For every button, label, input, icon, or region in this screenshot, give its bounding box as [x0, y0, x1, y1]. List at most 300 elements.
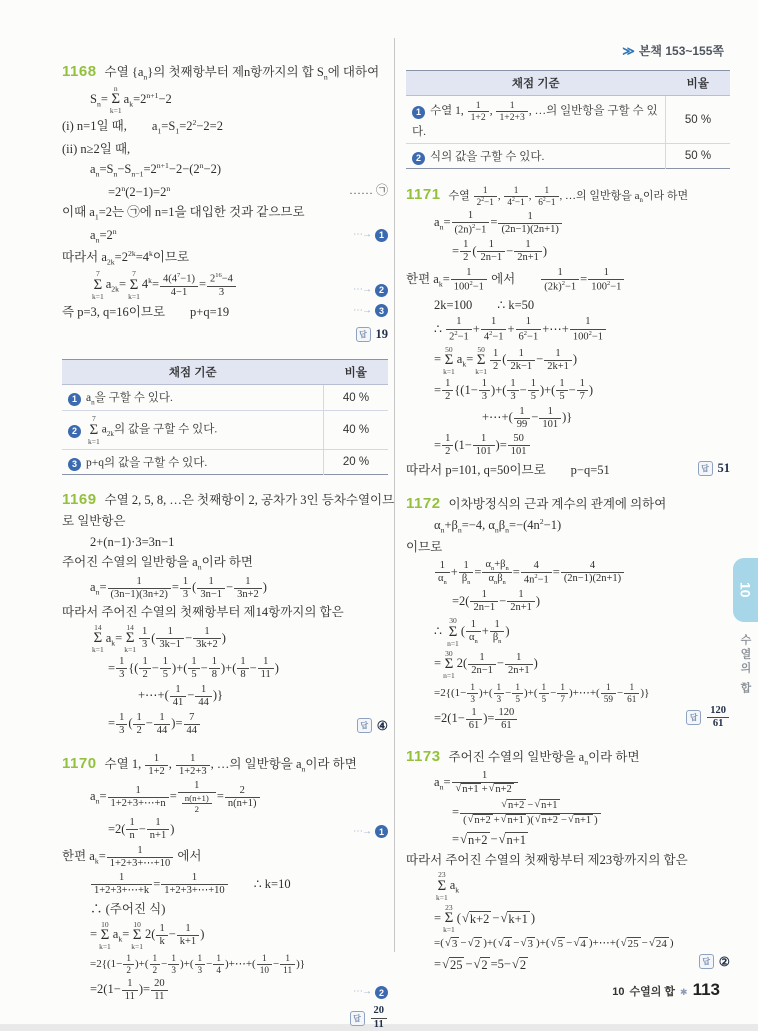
fraction — [512, 682, 523, 704]
problem-number: 1168 — [62, 62, 97, 80]
subscript: 2k — [106, 430, 114, 439]
denominator: 2k+1 — [547, 361, 569, 373]
table-header-row — [62, 360, 388, 385]
denominator: 101 — [510, 446, 527, 458]
numerator: 1 — [193, 626, 221, 639]
numerator: $4(4^7-1)$ — [160, 272, 198, 287]
numerator: 1 — [156, 626, 184, 639]
fraction — [195, 684, 212, 709]
superscript: 7 — [177, 272, 181, 280]
math-line-text: 2+(n−1)·3=3n−1 — [90, 534, 175, 549]
fraction — [126, 817, 137, 842]
fraction — [133, 712, 144, 737]
fraction — [145, 753, 167, 778]
numerator: 120 — [495, 707, 517, 720]
numerator: 1 — [473, 433, 495, 446]
math-line — [406, 704, 730, 732]
criteria-cell: 1 $a_n$을 구할 수 있다. — [62, 385, 324, 411]
radical-icon: √ — [620, 936, 627, 949]
subscript: n — [96, 99, 101, 109]
math-line — [62, 183, 388, 201]
denominator — [178, 793, 216, 814]
problem-number: 1172 — [406, 495, 441, 513]
sqrt-expression — [534, 799, 559, 813]
denominator: 61 — [627, 693, 637, 704]
sqrt-expression — [468, 814, 493, 828]
numerator: 1 — [507, 378, 518, 391]
subscript: n — [197, 562, 202, 572]
radicand: 24 — [655, 937, 667, 950]
sigma-icon: Σ — [437, 877, 447, 894]
fraction — [490, 348, 501, 373]
numerator: 1 — [539, 682, 550, 694]
sum-upper-limit: 50 — [477, 344, 485, 354]
math-line — [62, 553, 388, 573]
numerator: 1 — [481, 316, 507, 329]
answer-marker — [350, 1005, 389, 1030]
numerator: 1 — [498, 211, 561, 224]
subscript: n — [439, 782, 444, 792]
subscript: k — [462, 359, 467, 369]
math-line — [406, 516, 730, 536]
subscript: 1 — [157, 126, 162, 136]
math-line-text: 즉 p=3, q=16이므로 p+q=19 — [62, 304, 230, 319]
grading-step-marker — [353, 304, 388, 319]
numerator: 1 — [116, 656, 127, 669]
criteria-cell: 2 7 Σ k=1 $a_{2k}$의 값을 구할 수 있다. — [62, 411, 324, 450]
denominator: 61 — [712, 717, 724, 729]
numerator: 1 — [180, 576, 191, 589]
fraction — [122, 978, 138, 1003]
denominator: (2n−1)(2n+1) — [563, 573, 622, 585]
denominator: 3 — [141, 639, 148, 651]
math-line — [62, 780, 388, 814]
denominator: k+1 — [179, 936, 197, 948]
table-body — [406, 96, 730, 169]
numerator: 1 — [442, 433, 453, 446]
radicand: n+2 — [541, 814, 559, 826]
math-line — [406, 239, 730, 264]
summation — [124, 624, 136, 654]
radicand: 25 — [627, 937, 639, 950]
denominator: 2n−1 — [471, 665, 493, 677]
math-line-text: = $\frac{1}{2}$ (1− $\frac{1}{101}$ )= $\frac{50}{101}$ — [434, 438, 531, 452]
math-line-text: ∴ $\frac{1}{2^2-1}$ + $\frac{1}{4^2-1}$ + $\frac{1}{6^2-1}$ +⋯+ $\frac{1}{100^2-1}$ — [434, 322, 607, 336]
sqrt-expression — [456, 783, 481, 797]
grading-step-marker — [353, 985, 388, 1000]
superscript: n — [199, 161, 204, 171]
math-line-text: = √ n+2 − √ n+1 — [452, 831, 526, 848]
denominator: $4n^2-1$ — [523, 572, 549, 586]
denominator: 3 — [218, 286, 225, 298]
numerator: 1 — [197, 576, 225, 589]
numerator: 1 — [435, 560, 450, 573]
numerator: 1 — [528, 378, 539, 391]
math-line-text: $a_n=S_n-S_{n-1}=2^{n+1}-2-(2^n-2)$ — [90, 161, 222, 179]
right-column — [406, 60, 730, 990]
radical-icon: √ — [455, 783, 462, 795]
sigma-icon: Σ — [444, 656, 454, 673]
math-line — [62, 117, 388, 137]
answer-box-icon: 답 — [686, 710, 701, 725]
numerator: 1 — [490, 348, 501, 361]
step-number-badge: 1 — [412, 106, 425, 119]
denominator: 41 — [172, 696, 184, 708]
subscript: n−1 — [131, 169, 144, 179]
math-line-text: = $\frac{1}{3}$ {( $\frac{1}{2}$ − $\frac{1}{5}$ )+( $\frac{1}{5}$ − $\frac{1}{8}$ )+( $\frac{1}{8}$ − $\frac{1}{11}$ ) — [108, 656, 279, 681]
sqrt-expression — [568, 814, 593, 828]
denominator: 5 — [191, 669, 197, 681]
fraction — [168, 953, 179, 975]
numerator: 20 — [151, 978, 168, 991]
math-line — [62, 533, 388, 551]
math-line — [62, 270, 388, 300]
page-footer — [612, 980, 720, 1000]
superscript: 16 — [215, 272, 222, 280]
fraction — [460, 799, 601, 827]
subscript: n — [491, 564, 495, 572]
denominator: 3 — [481, 391, 488, 403]
fraction — [481, 316, 507, 343]
chevron-right-icon: ≫ — [622, 44, 635, 58]
sqrt-expression — [499, 832, 528, 848]
table-header-row — [406, 71, 730, 96]
problem-number: 1170 — [62, 755, 97, 773]
math-line — [406, 936, 730, 952]
subscript: n — [467, 578, 471, 586]
problem-1169 — [62, 491, 395, 736]
math-line-text: 따라서 p=101, q=50이므로 p−q=51 — [406, 462, 610, 477]
sum-lower-limit: k=1 — [99, 942, 111, 952]
superscript: 2 — [489, 329, 493, 337]
math-line — [62, 324, 388, 344]
math-line-text: =2( $\frac{1}{n}$ − $\frac{1}{n+1}$ ) — [108, 817, 175, 842]
math-line — [406, 682, 730, 704]
subscript: n — [439, 222, 444, 232]
subscript: n — [95, 587, 100, 597]
fraction — [147, 817, 169, 842]
dashed-arrow-icon: ⋯→ — [353, 825, 371, 837]
fraction — [577, 378, 588, 403]
fraction — [237, 656, 248, 681]
answer-marker — [356, 325, 389, 343]
table-row — [62, 411, 388, 450]
radicand: 4 — [504, 937, 511, 950]
grading-step-marker — [353, 228, 388, 243]
denominator: 2n+1 — [517, 252, 539, 264]
denominator: 2k−1 — [510, 361, 533, 373]
fraction — [498, 211, 561, 236]
math-line — [62, 512, 388, 530]
math-line-text: $a_n=$ $\frac{1}{(2n)^2-1}$ = $\frac{1}{(2n-1)(2n+1)}$ — [434, 215, 563, 229]
math-line-text: 주어진 수열의 일반항을 $a_n$이라 하면 — [448, 749, 640, 767]
fraction — [156, 923, 167, 948]
denominator: (3n−1)(3n+2) — [110, 588, 168, 600]
fraction — [561, 560, 624, 585]
table-row — [62, 385, 388, 411]
radical-icon: √ — [500, 813, 507, 825]
math-line-text: 수열 $\frac{1}{2^2-1}$ , $\frac{1}{4^2-1}$ , $\frac{1}{6^2-1}$ , …의 일반항을 $a_n$이라 하면 — [448, 185, 689, 207]
footer-chapter-title: 수열의 합 — [629, 986, 676, 998]
sum-upper-limit: 30 — [449, 616, 457, 626]
sum-upper-limit: 7 — [95, 269, 100, 279]
denominator: 3 — [197, 964, 203, 975]
fraction — [107, 845, 173, 870]
math-line-text: $a_n=$ $\frac{1}{(3n-1)(3n+2)}$ = $\frac{1}{3}$ ( $\frac{1}{3n-1}$ − $\frac{1}{3n+2}$ ) — [90, 575, 267, 600]
sqrt-expression — [489, 783, 514, 797]
numerator: 1 — [514, 406, 531, 419]
math-line-text: 로 일반항은 — [62, 514, 126, 529]
subscript: n — [113, 169, 118, 179]
radical-icon: √ — [573, 936, 580, 949]
sum-lower-limit: k=1 — [131, 942, 144, 952]
radicand: n+1 — [541, 800, 558, 812]
superscript: n — [121, 183, 126, 193]
math-line-text: $=2^n(2-1)=2^n$ — [108, 183, 171, 199]
fraction — [459, 560, 474, 587]
fraction — [452, 210, 490, 237]
answer-value: ② — [718, 954, 730, 969]
fraction — [193, 626, 221, 651]
fraction — [477, 239, 505, 264]
math-line-text: = 30 Σ n=1 2( $\frac{1}{2n-1}$ − $\frac{1}{2n+1}$ ) — [434, 648, 538, 681]
subscript: n — [494, 525, 499, 535]
fraction — [446, 316, 472, 343]
fraction — [505, 652, 533, 677]
summation — [88, 415, 100, 445]
radicand: n+2 — [474, 814, 491, 826]
fraction — [528, 378, 539, 403]
fraction — [257, 953, 272, 975]
math-line — [62, 226, 388, 246]
fraction — [160, 656, 171, 681]
fraction — [482, 559, 511, 587]
fraction — [539, 406, 561, 431]
dashed-arrow-icon: ⋯→ — [353, 304, 371, 316]
answer-marker — [698, 459, 731, 477]
denominator: (2n−1)(2n+1) — [501, 223, 559, 235]
dashed-arrow-icon: ⋯→ — [353, 283, 371, 295]
math-line-text: 이므로 — [406, 540, 443, 555]
radicand: n+1 — [462, 784, 479, 796]
math-line-text: +⋯+( $\frac{1}{41}$ − $\frac{1}{44}$ )} — [138, 683, 223, 708]
fraction — [182, 793, 212, 814]
denominator: 5 — [541, 693, 547, 704]
radical-icon: √ — [488, 783, 495, 795]
superscript: n — [166, 183, 171, 193]
problem-1168 — [62, 63, 388, 344]
denominator: 5 — [559, 391, 565, 403]
radicand: n+1 — [506, 833, 526, 848]
denominator: 8 — [240, 669, 246, 681]
radicand: k+2 — [469, 911, 490, 926]
denominator: n — [129, 830, 135, 842]
math-line-text: 7 Σ k=1 $a_{2k}=$ 7 Σ k=1 $4^k=$ $\frac{4(4^7-1)}{4-1}$ = $\frac{2^{16}-4}{3}$ — [90, 277, 237, 291]
criteria-cell: 1 수열 1, $\frac{1}{1+2}$ , $\frac{1}{1+2+3}$ , …의 일반항을 구할 수 있다. — [406, 96, 666, 144]
denominator: 11 — [283, 964, 293, 975]
denominator: 3 — [182, 588, 189, 600]
fraction — [123, 953, 134, 975]
sum-lower-limit: k=1 — [92, 291, 104, 301]
numerator: 1 — [122, 978, 138, 991]
subscript: 1 — [94, 212, 99, 222]
math-line — [406, 316, 730, 343]
denominator: $100^2-1$ — [572, 329, 603, 343]
denominator: k — [159, 936, 165, 948]
sum-lower-limit: k=1 — [124, 645, 136, 655]
denominator: 2n+1 — [510, 602, 532, 614]
sum-lower-limit: k=1 — [128, 291, 140, 301]
fraction — [280, 953, 295, 975]
numerator: 1 — [466, 619, 481, 632]
superscript: 2 — [472, 223, 476, 231]
math-line — [406, 955, 730, 973]
denominator: 2 — [136, 724, 142, 736]
radicand: 5 — [557, 937, 564, 950]
numerator: 1 — [514, 239, 542, 252]
fraction — [116, 656, 127, 681]
denominator: 2 — [463, 252, 469, 264]
ratio-cell: 50 % — [666, 96, 731, 144]
numerator: 1 — [504, 185, 527, 197]
subscript: k — [455, 885, 460, 895]
math-line-text: = √ n+2 − √ n+1 ( √ n+2 + √ n+1 )( √ n+2 − √ n+1 ) — [452, 805, 602, 819]
left-column — [62, 60, 395, 1030]
numerator: 1 — [452, 210, 490, 223]
fraction — [209, 656, 220, 681]
radicand: n+1 — [574, 814, 592, 826]
fraction — [624, 682, 639, 704]
radical-icon: √ — [567, 813, 574, 825]
numerator: n(n+1) — [182, 793, 212, 804]
sigma-icon: Σ — [448, 623, 458, 640]
math-line — [406, 799, 730, 827]
radical-icon: √ — [467, 936, 474, 949]
superscript: k — [148, 276, 152, 286]
numerator: 1 — [257, 953, 272, 965]
fraction — [490, 619, 505, 646]
step-number-badge-wrap — [412, 152, 425, 164]
radicand: 25 — [449, 957, 463, 972]
denominator: 3 — [510, 391, 516, 403]
subscript: 2k — [111, 284, 120, 294]
step-number-badge: 2 — [375, 284, 388, 297]
math-line-text: 23 Σ k=1 $a_k$ — [436, 870, 460, 902]
subscript: n — [301, 764, 306, 774]
denominator: 3n−1 — [200, 588, 222, 600]
subscript: n — [493, 579, 498, 587]
criteria-header: 채점 기준 — [406, 71, 666, 96]
subscript: 2k — [106, 257, 115, 267]
numerator: 1 — [139, 656, 150, 669]
fraction — [139, 656, 150, 681]
numerator: 7 — [184, 712, 201, 725]
fraction — [507, 348, 535, 373]
numerator: 1 — [466, 707, 483, 720]
math-line-text: 따라서 주어진 수열의 첫째항부터 제14항까지의 합은 — [62, 605, 344, 620]
fraction — [541, 267, 579, 294]
numerator: 1 — [160, 656, 171, 669]
denominator: 5 — [530, 391, 536, 403]
numerator: 1 — [108, 785, 169, 798]
superscript: 2 — [512, 196, 515, 203]
sum-upper-limit: 7 — [132, 269, 136, 279]
sqrt-expression — [500, 911, 529, 927]
superscript: 2 — [539, 516, 544, 526]
fraction — [466, 707, 483, 732]
fraction — [557, 682, 568, 704]
subscript: k — [129, 99, 134, 109]
fraction — [442, 433, 453, 458]
numerator: 20 — [371, 1005, 388, 1018]
problem-1170 — [62, 753, 388, 1031]
math-line-text: = $\frac{1}{2}$ {(1− $\frac{1}{3}$ )+( $\frac{1}{3}$ − $\frac{1}{5}$ )+( $\frac{1}{5}$ − $\frac{1}{7}$ ) — [434, 378, 594, 403]
fraction — [154, 712, 171, 737]
denominator: 2 — [126, 964, 131, 975]
fraction — [570, 316, 606, 343]
answer-value — [706, 705, 730, 730]
fraction — [504, 185, 527, 207]
sqrt-expression — [501, 814, 526, 828]
math-line — [62, 576, 388, 601]
math-line — [406, 538, 730, 556]
numerator: 1 — [505, 652, 533, 665]
sum-lower-limit: k=1 — [443, 925, 455, 935]
denominator: 11 — [373, 1018, 384, 1030]
fraction — [474, 185, 497, 207]
fraction — [108, 785, 169, 810]
denominator: $6^2-1$ — [518, 329, 539, 343]
summation — [99, 921, 111, 951]
ratio-cell: 40 % — [324, 411, 389, 450]
math-line-text: =( √ 3 − √ 2 )+( √ 4 − √ 3 )+( √ 5 − √ 4 )+⋯+( √ 25 − √ 24 ) — [434, 936, 674, 950]
superscript: 2 — [542, 196, 546, 203]
math-line-text: 이차방정식의 근과 계수의 관계에 의하여 — [448, 497, 667, 512]
sum-lower-limit: k=1 — [109, 106, 122, 116]
denominator: 99 — [516, 418, 528, 430]
sigma-icon: Σ — [93, 630, 103, 647]
denominator: 1+2+3 — [499, 112, 525, 124]
numerator: 4 — [561, 560, 624, 573]
numerator: 1 — [150, 953, 161, 965]
numerator: 1 — [177, 923, 199, 936]
math-line — [406, 378, 730, 403]
denominator: 3 — [496, 693, 502, 704]
problem-number: 1173 — [406, 747, 441, 765]
sum-upper-limit: n — [113, 83, 118, 93]
math-line — [406, 185, 730, 207]
numerator: 1 — [168, 953, 179, 965]
fraction — [470, 589, 498, 614]
numerator: 1 — [209, 656, 220, 669]
ratio-cell: 50 % — [666, 144, 731, 169]
denominator: 2n−1 — [473, 602, 496, 614]
sqrt-expression — [498, 937, 513, 951]
summation — [443, 904, 455, 934]
sigma-icon: Σ — [111, 91, 121, 108]
math-line — [62, 656, 388, 681]
radical-icon: √ — [500, 910, 508, 925]
denominator: 7 — [560, 693, 565, 704]
fraction — [535, 185, 558, 207]
table-row — [406, 144, 730, 169]
summation — [443, 650, 455, 680]
math-line-text: $S_n=$ n Σ k=1 $a_k=2^{n+1}-2$ — [90, 83, 172, 116]
subscript: n — [91, 398, 95, 407]
denominator: $\alpha_n$ — [468, 631, 478, 645]
math-line-text: = √ 25 − √ 2 =5− √ 2 — [434, 956, 527, 972]
math-line — [406, 851, 730, 869]
